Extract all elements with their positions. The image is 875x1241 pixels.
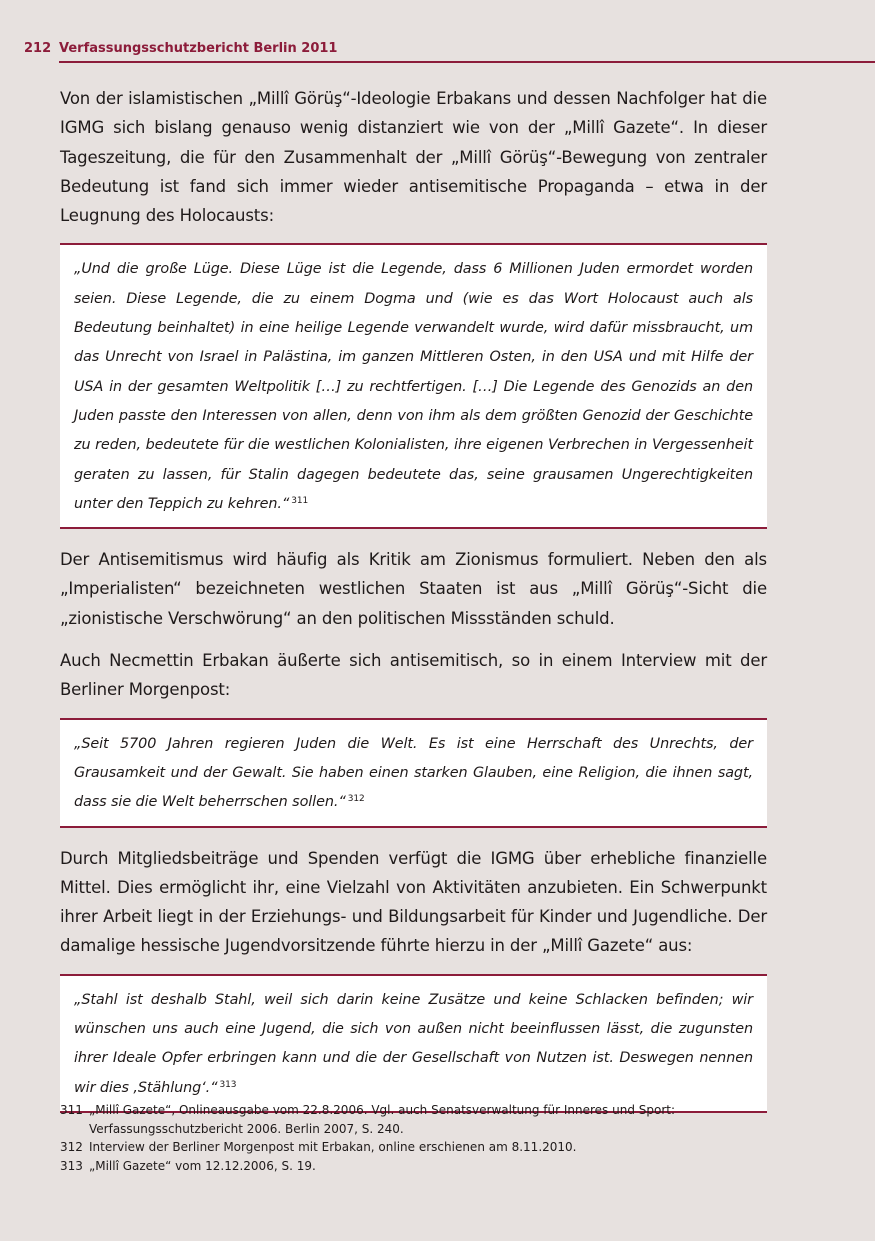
footnote-ref-312[interactable]: 312 [347,794,365,805]
footnote-number: 311 [60,1103,83,1117]
body-paragraph-2: Der Antisemitismus wird häufig als Kritik am Zionismus formuliert. Neben den als „Imperialisten“ bezeichneten westlichen Staaten ist aus „Millî Görüş“-Sicht die „zionistische Verschwörung“ an den politischen Missständen schuld. [60,550,767,628]
footnote-ref-313[interactable]: 313 [219,1079,237,1090]
quote-text-2 [74,730,753,818]
header-rule [59,61,875,63]
running-title: Verfassungsschutzbericht Berlin 2011 [59,41,338,56]
quote-text-1 [74,255,753,519]
footnote-line: „Millî Gazete“, Onlineausgabe vom 22.8.2006. Vgl. auch Senatsverwaltung für Inneres und Sport: [89,1103,676,1117]
footnote-line: Verfassungsschutzbericht 2006. Berlin 2007, S. 240. [89,1121,404,1136]
quote-text-3 [74,986,753,1103]
quote-body-1: „Und die große Lüge. Diese Lüge ist die Legende, dass 6 Millionen Juden ermordet worden seien. Diese Legende, die zu einem Dogma und (wie es das Wort Holocaust auch als Bedeutung beinhaltet) in eine heilige Legende verwandelt wurde, wird dafür missbraucht, um das Unrecht von Israel in Palästina, im ganzen Mittleren Osten, in den USA und mit Hilfe der USA in der gesamten Weltpolitik […] zu rechtfertigen. […] Die Legende des Genozids an den Juden passte den Interessen von allen, denn von ihm als dem größten Genozid der Geschichte zu reden, bedeutete für die westlichen Kolonialisten, ihre eigenen Verbrechen in Vergessenheit geraten zu lassen, für Stalin dagegen bedeutete das, seine grausamen Ungerechtigkeiten unter den Teppich zu kehren.“ [74,261,753,512]
footnote-text [89,1101,767,1138]
page-number: 212 [24,41,52,56]
footnote-313 [60,1157,767,1176]
footnote-number: 313 [60,1159,83,1174]
page-header [24,40,875,64]
footnote-number: 312 [60,1140,83,1155]
footnote-text: Interview der Berliner Morgenpost mit Erbakan, online erschienen am 8.11.2010. [89,1140,577,1155]
footnote-text: „Millî Gazete“ vom 12.12.2006, S. 19. [89,1159,316,1174]
main-content [60,84,767,1129]
body-paragraph-3: Auch Necmettin Erbakan äußerte sich antisemitisch, so in einem Interview mit der Berliner Morgenpost: [60,651,767,700]
body-paragraph-1: Von der islamistischen „Millî Görüş“-Ideologie Erbakans und dessen Nachfolger hat die IGMG sich bislang genauso wenig distanziert wie von der „Millî Gazete“. In dieser Tageszeitung, die für den Zusammenhalt der „Millî Görüş“-Bewegung von zentraler Bedeutung ist fand sich immer wieder antisemitische Propaganda – etwa in der Leugnung des Holocausts: [60,89,767,226]
quote-body-2: „Seit 5700 Jahren regieren Juden die Welt. Es ist eine Herrschaft des Unrechts, der Grausamkeit und der Gewalt. Sie haben einen starken Glauben, eine Religion, die ihnen sagt, dass sie die Welt beherrschen sollen.“ [74,735,753,811]
body-paragraph-4: Durch Mitgliedsbeiträge und Spenden verfügt die IGMG über erhebliche finanzielle Mittel. Dies ermöglicht ihr, eine Vielzahl von Aktivitäten anzubieten. Ein Schwerpunkt ihrer Arbeit liegt in der Erziehungs- und Bildungsarbeit für Kinder und Jugendliche. Der damalige hessische Jugendvorsitzende führte hierzu in der „Millî Gazete“ aus: [60,848,767,956]
quote-box-2 [60,718,767,828]
footnotes [60,1101,767,1176]
footnote-311 [60,1101,767,1138]
footnote-312 [60,1138,767,1157]
quote-body-3: „Stahl ist deshalb Stahl, weil sich darin keine Zusätze und keine Schlacken befinden; wir wünschen uns auch eine Jugend, die sich von außen nicht beeinflussen lässt, die zugunsten ihrer Ideale Opfer erbringen kann und die der Gesellschaft von Nutzen ist. Deswegen nennen wir dies ‚Stählung‘.“ [74,991,753,1096]
quote-box-3 [60,974,767,1113]
footnote-ref-311[interactable]: 311 [291,495,309,506]
quote-box-1 [60,243,767,529]
